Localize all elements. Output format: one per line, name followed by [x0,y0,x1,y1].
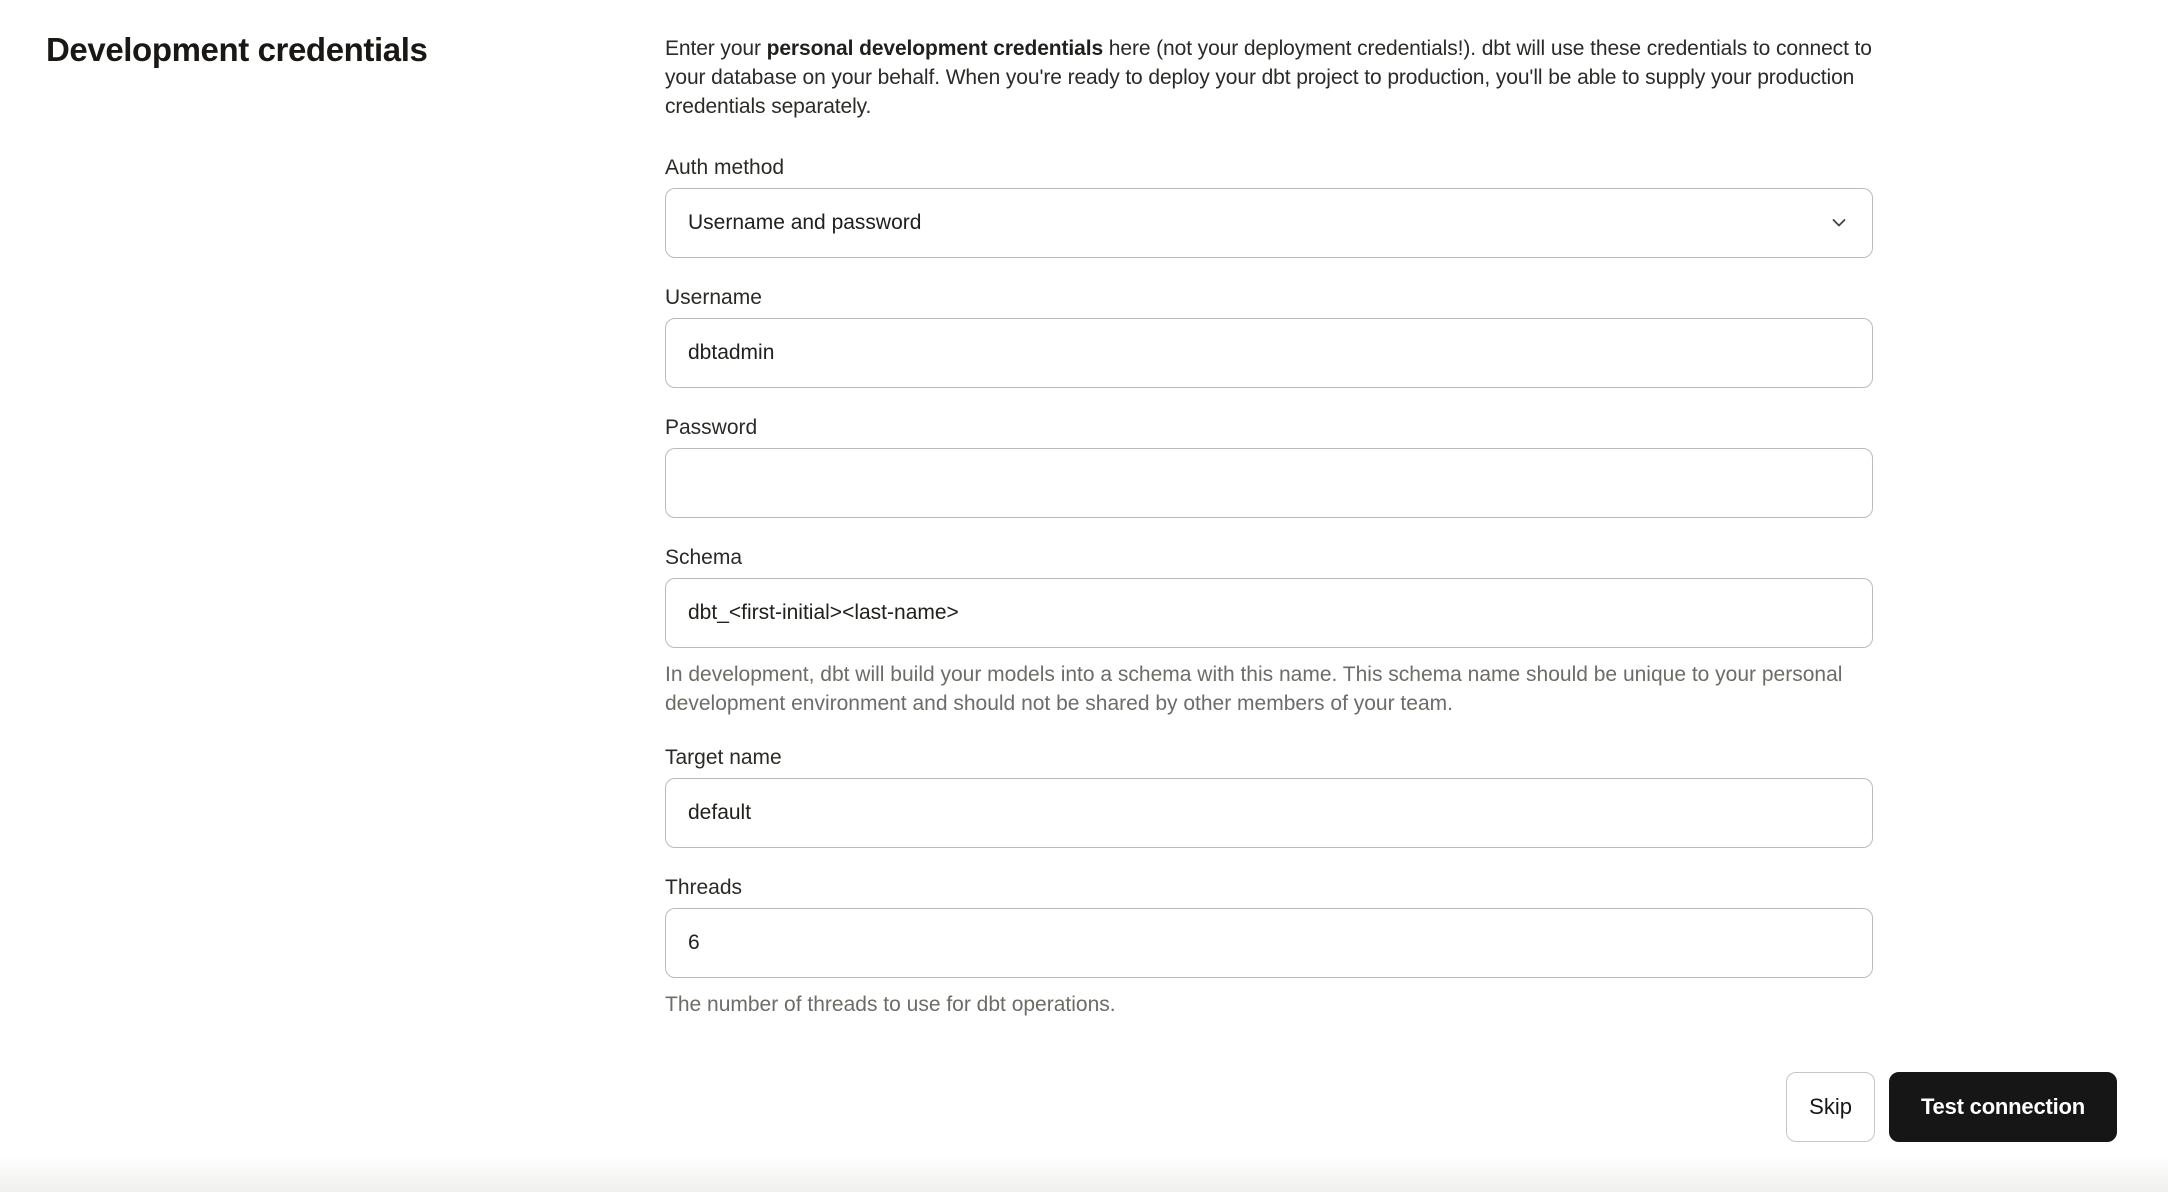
password-label: Password [665,416,758,439]
description [665,34,1873,121]
bottom-fade [0,1156,2168,1192]
field-target-name [665,745,1873,848]
schema-input[interactable] [665,578,1873,648]
target-name-label: Target name [665,746,782,769]
page-title: Development credentials [46,31,428,68]
form-column [665,28,1873,1019]
schema-helper-text: In development, dbt will build your models into a schema with this name. This schema name should be unique to your personal development environment and should not be shared by other members of your team. [665,663,1843,715]
field-username [665,285,1873,388]
field-auth-method [665,155,1873,258]
field-password [665,415,1873,518]
auth-method-selected-value: Username and password [688,211,922,234]
chevron-down-icon [1828,212,1850,234]
description-bold: personal development credentials [766,37,1104,60]
description-prefix: Enter your [665,37,767,60]
target-name-input[interactable] [665,778,1873,848]
auth-method-label: Auth method [665,156,785,179]
password-input[interactable] [665,448,1873,518]
footer-actions [1786,1072,2117,1142]
description-suffix: here (not your deployment credentials!). dbt will use these credentials to connect to your database on your behalf. When you're ready to deploy your dbt project to production, you'll be able to supply your production credentials separately. [665,37,1872,118]
username-label: Username [665,286,762,309]
threads-helper-text: The number of threads to use for dbt operations. [665,993,1116,1016]
field-schema [665,545,1873,718]
schema-label: Schema [665,546,743,569]
username-input[interactable] [665,318,1873,388]
test-connection-button[interactable]: Test connection [1889,1072,2117,1142]
threads-label: Threads [665,876,743,899]
auth-method-select[interactable] [665,188,1873,258]
field-threads [665,875,1873,1019]
title-column [46,28,665,1019]
threads-input[interactable] [665,908,1873,978]
skip-button[interactable]: Skip [1786,1072,1875,1142]
